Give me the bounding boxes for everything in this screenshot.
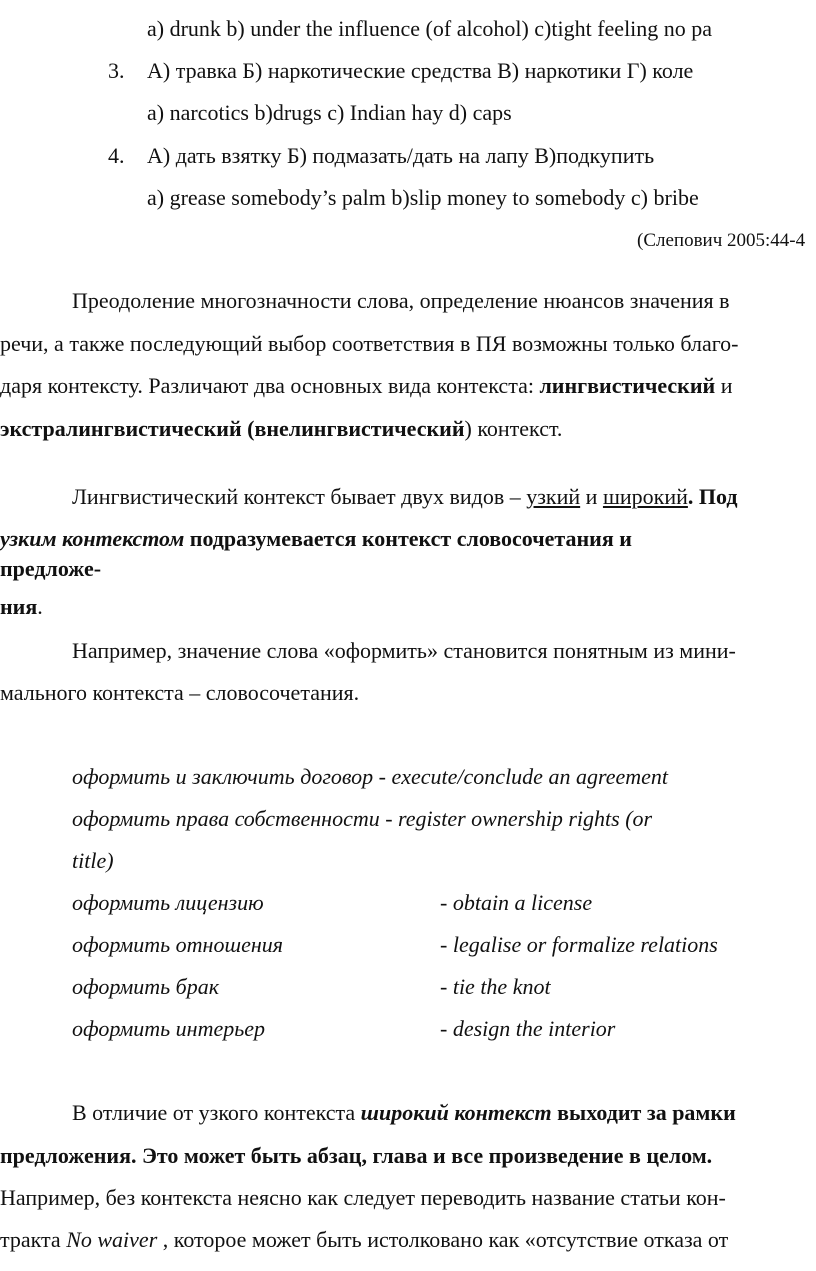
text-run: и [580, 484, 603, 509]
text-run: В отличие от узкого контекста [72, 1100, 361, 1125]
paragraph-3-line-2: мального контекста – словосочетания. [0, 680, 360, 705]
paragraph-1-line-1: Преодоление многозначности слова, определение нюансов значения в [72, 288, 730, 313]
item-3-options-english: а) narcotics b)drugs c) Indian hay d) caps [147, 100, 512, 125]
item-2-option-english: а) drunk b) under the influence (of alcohol) c)tight feeling no pa [147, 16, 713, 41]
paragraph-2-line-3: предложе- [0, 556, 102, 581]
example-line: title) [72, 848, 114, 873]
text-run: ния [0, 594, 38, 619]
term-linguistic: лингвистический [539, 373, 716, 398]
term-extralinguistic: экстралингвистический (внелингвистический [0, 416, 465, 441]
paragraph-2-line-4 [0, 592, 43, 622]
text-run: , которое может быть истолковано как «отсутствие отказа от [157, 1227, 729, 1252]
example-english: - obtain a license [440, 890, 593, 915]
term-broad-context: широкий контекст [360, 1100, 552, 1125]
item-3-number: 3. [108, 58, 125, 83]
term-broad: широкий [602, 484, 688, 509]
example-russian: оформить интерьер [72, 1016, 266, 1041]
item-4-number: 4. [108, 143, 125, 168]
text-run: Лингвистический контекст бывает двух видов – [72, 484, 527, 509]
item-3-options-russian: А) травка Б) наркотические средства В) наркотики Г) коле [147, 58, 694, 83]
example-russian: оформить отношения [72, 932, 283, 957]
term-narrow: узкий [526, 484, 581, 509]
paragraph-4-line-2: предложения. Это может быть абзац, глава и все произведение в целом. [0, 1143, 713, 1168]
term-no-waiver: No waiver [66, 1227, 158, 1252]
text-run: даря контексту. Различают два основных вида контекста: [0, 373, 540, 398]
item-4-options-russian: А) дать взятку Б) подмазать/дать на лапу В)подкупить [147, 143, 655, 168]
text-run: ) контекст. [464, 416, 563, 441]
example-russian: оформить лицензию [72, 890, 264, 915]
example-line: оформить права собственности - register ownership rights (or [72, 806, 653, 831]
example-english: - legalise or formalize relations [440, 932, 718, 957]
paragraph-2-line-2 [0, 524, 632, 554]
paragraph-1-line-4 [0, 414, 562, 444]
paragraph-1-line-3 [0, 371, 732, 401]
paragraph-4-line-1 [72, 1098, 736, 1128]
paragraph-3-line-1: Например, значение слова «оформить» становится понятным из мини- [72, 638, 736, 663]
source-citation: (Слепович 2005:44-4 [637, 230, 806, 251]
text-run: тракта [0, 1227, 67, 1252]
paragraph-1-line-2: речи, а также последующий выбор соответствия в ПЯ возможны только благо- [0, 331, 739, 356]
paragraph-4-line-4 [0, 1225, 728, 1255]
paragraph-2-line-1 [72, 482, 738, 512]
example-line: оформить и заключить договор - execute/conclude an agreement [72, 764, 668, 789]
text-run: подразумевается контекст словосочетания и [184, 526, 632, 551]
term-narrow-context: узким контекстом [0, 526, 185, 551]
paragraph-4-line-3: Например, без контекста неясно как следует переводить название статьи кон- [0, 1185, 726, 1210]
example-russian: оформить брак [72, 974, 220, 999]
example-english: - design the interior [440, 1016, 616, 1041]
item-4-options-english: а) grease somebody’s palm b)slip money to somebody c) bribe [147, 185, 699, 210]
text-run: . Под [687, 484, 738, 509]
text-run: . [37, 594, 43, 619]
text-run: и [715, 373, 733, 398]
example-english: - tie the knot [440, 974, 551, 999]
text-run: выходит за рамки [551, 1100, 736, 1125]
